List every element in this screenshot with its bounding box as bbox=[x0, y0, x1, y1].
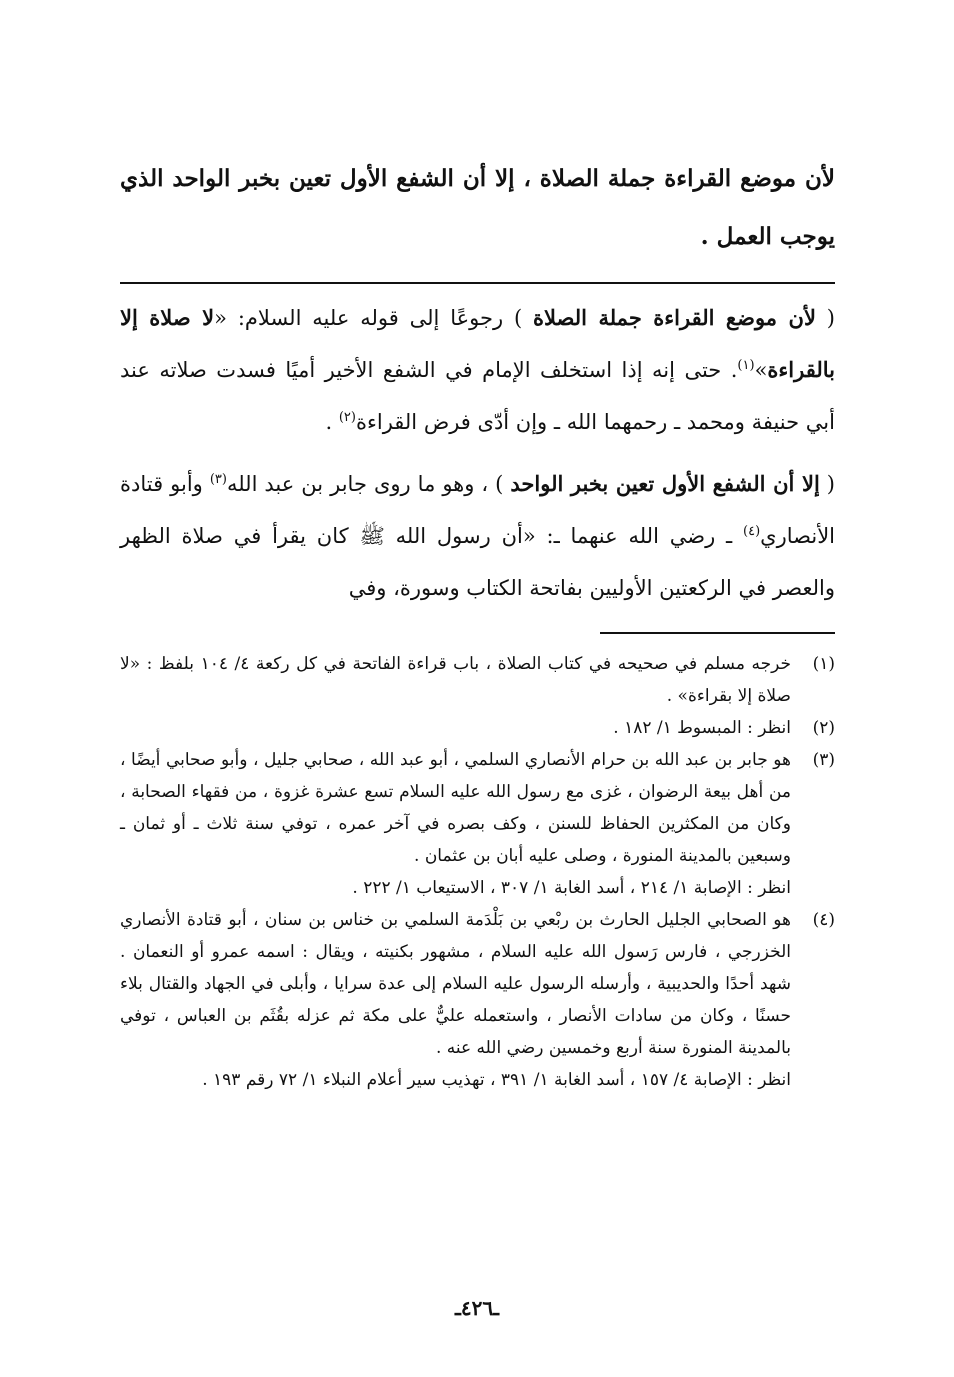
sharh-text: » bbox=[754, 358, 768, 382]
footnote-text: هو جابر بن عبد الله بن حرام الأنصاري السلمي ، أبو عبد الله ، صحابي جليل ، وأبو صحابي أيضًا ، من أهل بيعة الرضوان ، غزى مع رسول الله عليه السلام تسع عشرة غزوة ، من فقهاء الصحابة ، وكان من المكثرين الحفاظ للسنن ، وكف بصره في آخر عمره ، توفي سنة ثلاث ـ أو ثمان ـ وسبعين بالمدينة المنورة ، وصلى عليه أبان بن عثمان . bbox=[120, 750, 791, 866]
footnote-ref-1[interactable]: (١) bbox=[737, 358, 755, 373]
footnote-1 bbox=[120, 648, 835, 712]
footnote-2 bbox=[120, 712, 835, 744]
footnote-number: (٢) bbox=[812, 718, 835, 738]
sharh-paragraph-1 bbox=[120, 292, 835, 448]
footnote-4 bbox=[120, 904, 835, 1096]
sharh-open: ( bbox=[819, 472, 835, 496]
footnote-text: خرجه مسلم في صحيحه في كتاب الصلاة ، باب قراءة الفاتحة في كل ركعة ٤/ ١٠٤ بلفظ : «لا صلاة إلا بقراءة» . bbox=[120, 654, 791, 706]
sharh-text: ) ، وهو ما روى جابر بن عبد الله bbox=[226, 472, 511, 496]
sharh-text: . حتى إنه إذا استخلف الإمام في الشفع الأخير أميًا فسدت صلاته عند أبي حنيفة ومحمد ـ رحمهما الله ـ وإن أدّى فرض القراءة bbox=[120, 358, 835, 434]
footnote-text: هو الصحابي الجليل الحارث بن ربْعي بن بَلْدَمة السلمي بن خناس بن سنان ، أبو قتادة الأنصاري الخزرجي ، فارس رَسول الله عليه السلام ، مشهور بكنيته ، ويقال : اسمه عمرو أو النعمان . شهد أحدًا والحديبية ، وأرسله الرسول عليه السلام إلى عدة سرايا ، وأبلى في الجهاد والقتال بلاء حسنًا ، وكان من سادات الأنصار ، واستعمله عليٌّ على مكة ثم عزله بقُثَم بن العباس ، توفي بالمدينة المنورة سنة أربع وخمسين رضي الله عنه . bbox=[120, 910, 791, 1058]
footnote-sources: انظر : الإصابة ٤/ ١٥٧ ، أسد الغابة ١/ ٣٩١ ، تهذيب سير أعلام النبلاء ١/ ٧٢ رقم ١٩٣ . bbox=[202, 1070, 791, 1090]
sharh-lemma-2: إلا أن الشفع الأول تعين بخبر الواحد bbox=[510, 471, 820, 496]
footnote-ref-3[interactable]: (٣) bbox=[209, 472, 227, 487]
sharh-text: ) رجوعًا إلى قوله عليه السلام: « bbox=[214, 306, 533, 330]
sharh-paragraph-2 bbox=[120, 458, 835, 614]
matn-divider bbox=[120, 282, 835, 284]
matn-text: لأن موضع القراءة جملة الصلاة ، إلا أن الشفع الأول تعين بخبر الواحد الذي يوجب العمل . bbox=[120, 165, 835, 250]
page-number: ـ٤٢٦ـ bbox=[455, 1296, 499, 1320]
sharh-text: . bbox=[325, 410, 339, 434]
sharh-lemma-1: لأن موضع القراءة جملة الصلاة bbox=[533, 305, 816, 330]
footnote-ref-2[interactable]: (٢) bbox=[338, 410, 356, 425]
footnote-number: (١) bbox=[812, 654, 835, 674]
footnote-ref-4[interactable]: (٤) bbox=[743, 524, 761, 539]
footnote-number: (٣) bbox=[812, 750, 835, 770]
footnote-number: (٤) bbox=[812, 910, 835, 930]
sharh-text: وأبو قتادة الأنصاري bbox=[120, 472, 835, 548]
footnote-divider bbox=[600, 632, 835, 634]
footnote-sources: انظر : الإصابة ١/ ٢١٤ ، أسد الغابة ١/ ٣٠٧ ، الاستيعاب ١/ ٢٢٢ . bbox=[352, 878, 791, 898]
hadith-quote: لا صلاة إلا بالقراءة bbox=[120, 305, 835, 382]
footnote-text: انظر : المبسوط ١/ ١٨٢ . bbox=[613, 718, 791, 738]
sharh-text: ـ رضي الله عنهما ـ: «أن رسول الله ﷺ كان يقرأ في صلاة الظهر والعصر في الركعتين الأوليين بفاتحة الكتاب وسورة، وفي bbox=[120, 524, 835, 600]
page-body bbox=[120, 150, 835, 1096]
footnote-3 bbox=[120, 744, 835, 904]
sharh-open: ( bbox=[815, 306, 835, 330]
